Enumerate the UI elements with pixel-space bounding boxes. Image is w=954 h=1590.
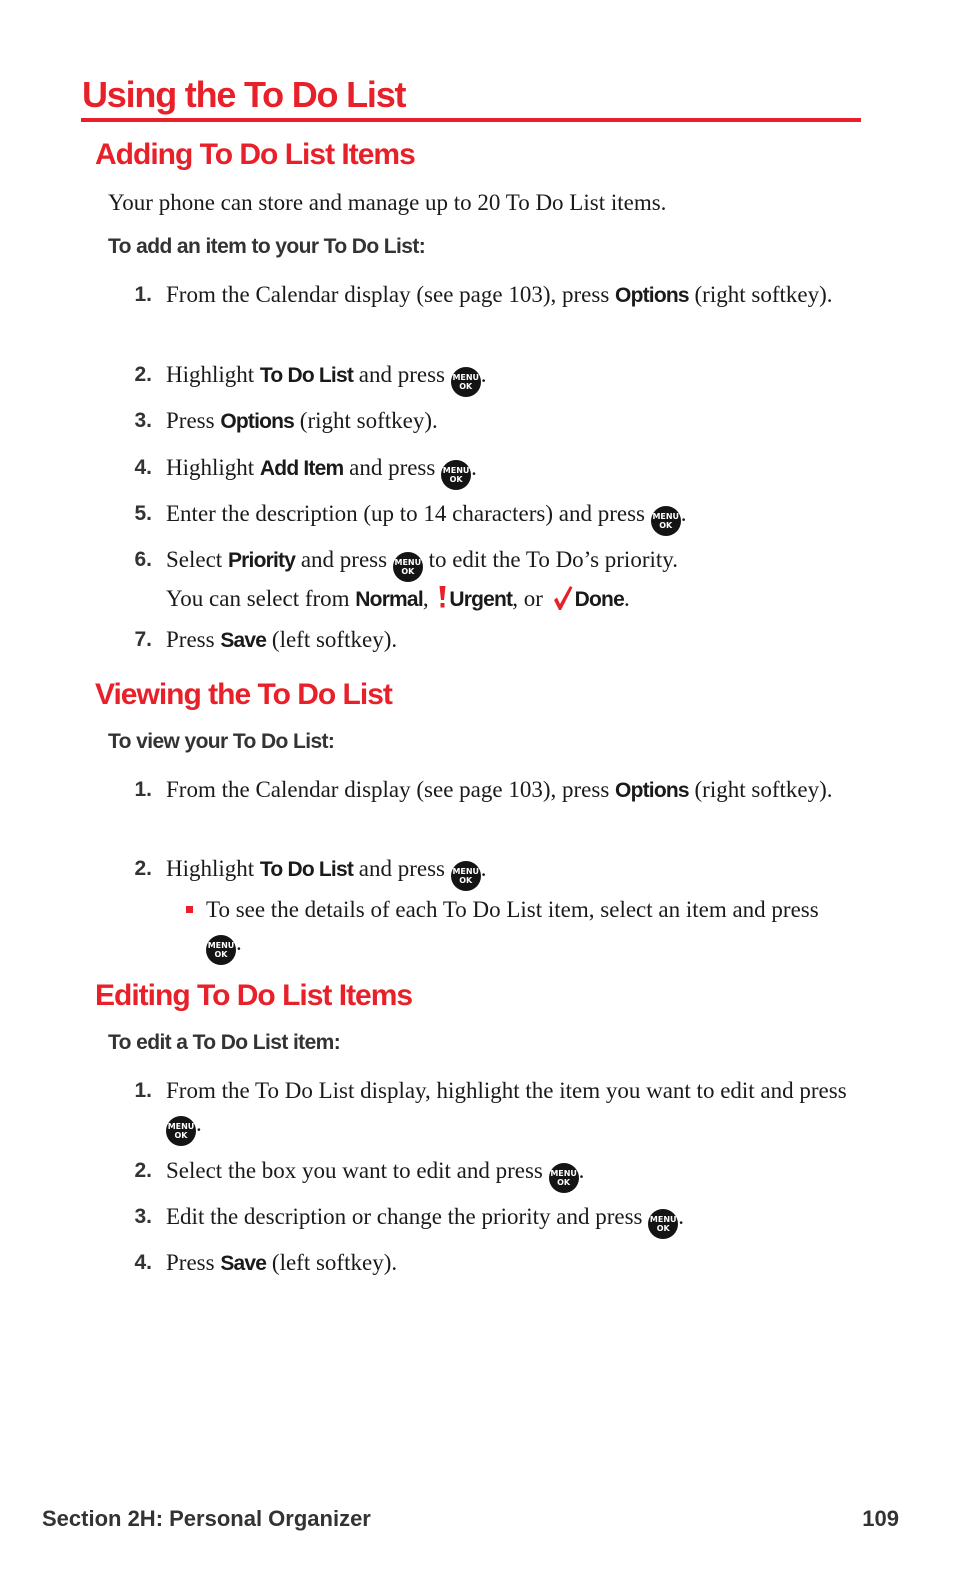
lead-edit-item: To edit a To Do List item: xyxy=(108,1031,341,1054)
urgent-exclamation-icon xyxy=(438,585,447,609)
add-step-2 xyxy=(122,358,852,397)
step-number: 3. xyxy=(134,1205,152,1228)
step-text: Enter the description (up to 14 characters) and press xyxy=(166,501,651,526)
view-step-1 xyxy=(122,773,852,807)
step-number: 1. xyxy=(134,1079,152,1102)
step-text: Press xyxy=(166,408,221,433)
step-text: . xyxy=(480,856,487,881)
step-text: . xyxy=(471,455,477,480)
step-text: , xyxy=(422,586,435,611)
keyword-done: Done xyxy=(574,588,624,611)
step-number: 1. xyxy=(134,283,152,306)
done-checkmark-icon xyxy=(553,585,573,611)
step-text: Select the box you want to edit and press xyxy=(166,1158,549,1183)
keyword-save: Save xyxy=(220,1252,267,1275)
heading-editing-items: Editing To Do List Items xyxy=(95,979,413,1012)
step-text: (left softkey). xyxy=(266,627,398,652)
step-text: . xyxy=(623,586,630,611)
bullet-text: . xyxy=(236,930,242,955)
edit-step-1 xyxy=(122,1074,852,1146)
keyword-options: Options xyxy=(615,284,689,307)
add-step-3 xyxy=(122,404,852,438)
add-step-5 xyxy=(122,497,852,536)
menu-ok-key-icon: MENU OK xyxy=(651,506,681,536)
step-text: (right softkey). xyxy=(294,408,438,433)
step-text: Press xyxy=(166,1250,221,1275)
edit-step-2 xyxy=(122,1154,852,1193)
step-text: and press xyxy=(353,362,451,387)
heading-adding-items: Adding To Do List Items xyxy=(95,138,415,171)
bullet-square-icon xyxy=(186,906,193,913)
keyword-priority: Priority xyxy=(227,549,296,572)
step-number: 6. xyxy=(134,548,152,571)
menu-ok-key-icon: MENU OK xyxy=(441,460,471,490)
step-text: Highlight xyxy=(166,362,260,387)
step-text: . xyxy=(678,1204,684,1229)
step-number: 7. xyxy=(134,628,152,651)
step-text: Press xyxy=(166,627,221,652)
step-number: 3. xyxy=(134,409,152,432)
keyword-to-do-list: To Do List xyxy=(259,364,354,387)
menu-ok-key-icon: MENU OK xyxy=(451,861,481,891)
step-text: . xyxy=(196,1111,202,1136)
keyword-add-item: Add Item xyxy=(259,457,344,480)
add-step-1 xyxy=(122,278,852,312)
step-text: You can select from xyxy=(166,586,356,611)
step-number: 4. xyxy=(134,456,152,479)
step-number: 4. xyxy=(134,1251,152,1274)
step-text: From the To Do List display, highlight the item you want to edit and press xyxy=(166,1078,847,1103)
lead-add-item: To add an item to your To Do List: xyxy=(108,235,426,258)
step-text: to edit the To Do’s priority. xyxy=(422,547,679,572)
menu-ok-key-icon: MENU OK xyxy=(393,552,423,582)
keyword-urgent: Urgent xyxy=(449,588,513,611)
step-text: . xyxy=(578,1158,585,1183)
add-step-6 xyxy=(122,543,852,616)
step-text: and press xyxy=(295,547,393,572)
step-number: 5. xyxy=(134,502,152,525)
add-step-4 xyxy=(122,451,852,490)
step-text: (left softkey). xyxy=(266,1250,398,1275)
menu-ok-key-icon: MENU OK xyxy=(206,935,236,965)
view-step-2 xyxy=(122,852,852,891)
keyword-options: Options xyxy=(615,779,689,802)
bullet-text: To see the details of each To Do List item, select an item and press xyxy=(206,897,819,922)
menu-ok-key-icon: MENU OK xyxy=(451,367,481,397)
menu-ok-key-icon: MENU OK xyxy=(166,1116,196,1146)
menu-ok-key-icon: MENU OK xyxy=(648,1209,678,1239)
step-text: , or xyxy=(512,586,549,611)
step-text: (right softkey). xyxy=(688,777,833,802)
intro-text: Your phone can store and manage up to 20 To Do List items. xyxy=(108,190,667,215)
step-text: . xyxy=(680,501,687,526)
step-text: (right softkey). xyxy=(688,282,833,307)
step-number: 1. xyxy=(134,778,152,801)
edit-step-3 xyxy=(122,1200,852,1239)
step-text: From the Calendar display (see page 103), press xyxy=(166,777,616,802)
step-text: and press xyxy=(353,856,451,881)
add-step-7 xyxy=(122,623,852,657)
heading-viewing-list: Viewing the To Do List xyxy=(95,678,392,711)
title-rule xyxy=(81,118,861,122)
step-text: Edit the description or change the priority and press xyxy=(166,1204,649,1229)
keyword-options: Options xyxy=(220,410,295,433)
step-text: . xyxy=(480,362,487,387)
step-text: Highlight xyxy=(166,455,260,480)
step-number: 2. xyxy=(134,857,152,880)
step-number: 2. xyxy=(134,363,152,386)
step-text: From the Calendar display (see page 103), press xyxy=(166,282,616,307)
step-text: Highlight xyxy=(166,856,260,881)
menu-ok-key-icon: MENU OK xyxy=(549,1163,579,1193)
edit-step-4 xyxy=(122,1246,852,1280)
view-bullet xyxy=(184,893,854,965)
keyword-save: Save xyxy=(220,629,267,652)
keyword-normal: Normal xyxy=(355,588,423,611)
lead-view-list: To view your To Do List: xyxy=(108,730,335,753)
footer-page-number: 109 xyxy=(862,1506,899,1531)
footer-section-label: Section 2H: Personal Organizer xyxy=(42,1506,371,1531)
step-number: 2. xyxy=(134,1159,152,1182)
step-text: Select xyxy=(166,547,228,572)
step-text: and press xyxy=(343,455,442,480)
page-title: Using the To Do List xyxy=(82,74,406,115)
keyword-to-do-list: To Do List xyxy=(259,858,354,881)
